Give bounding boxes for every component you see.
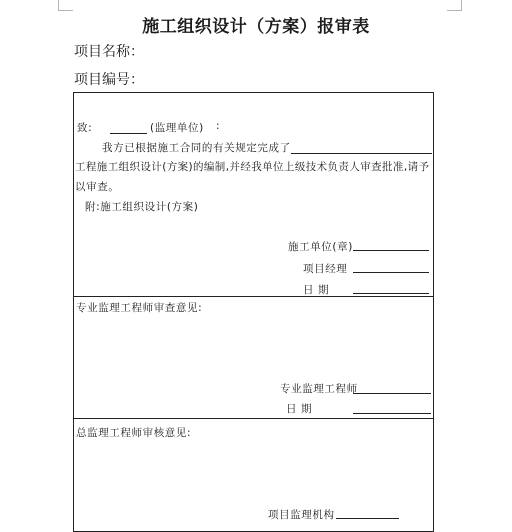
- attachment-line: 附:施工组织设计(方案): [85, 201, 199, 213]
- contractor-unit-label: 施工单位(章): [288, 241, 353, 253]
- approval-form-table: [73, 92, 434, 532]
- colon-mark: :: [216, 120, 221, 132]
- supervision-unit-label: (监理单位): [150, 122, 204, 134]
- to-label: 致:: [77, 122, 93, 134]
- section-divider-1: [74, 296, 433, 297]
- chief-review-heading: 总监理工程师审核意见:: [76, 427, 192, 439]
- contractor-date-blank[interactable]: [353, 293, 429, 294]
- project-number-label: 项目编号：: [74, 72, 144, 88]
- page-corner-mark-left: [58, 0, 73, 11]
- specialty-engineer-blank[interactable]: [353, 393, 431, 394]
- specialty-engineer-label: 专业监理工程师: [280, 383, 358, 395]
- document-title: 施工组织设计（方案）报审表: [142, 17, 370, 37]
- contractor-unit-blank[interactable]: [353, 250, 429, 251]
- project-name-label: 项目名称：: [74, 44, 144, 60]
- supervision-org-label: 项目监理机构: [268, 509, 335, 521]
- paragraph-line-2: 工程施工组织设计(方案)的编制,并经我单位上级技术负责人审查批准,请予: [75, 161, 430, 173]
- page-corner-mark-right: [447, 0, 462, 11]
- supervision-unit-blank[interactable]: [110, 133, 147, 134]
- engineer-review-heading: 专业监理工程师审查意见:: [76, 302, 203, 314]
- project-manager-label: 项目经理: [303, 263, 348, 275]
- paragraph-line-1: 我方已根据施工合同的有关规定完成了: [102, 142, 291, 154]
- contractor-date-label: 日 期: [303, 284, 330, 296]
- work-item-blank[interactable]: [291, 153, 432, 154]
- section-divider-2: [74, 418, 433, 419]
- paragraph-line-3: 以审查。: [75, 181, 120, 193]
- engineer-date-label: 日 期: [286, 403, 313, 415]
- engineer-date-blank[interactable]: [353, 413, 431, 414]
- project-manager-blank[interactable]: [353, 272, 429, 273]
